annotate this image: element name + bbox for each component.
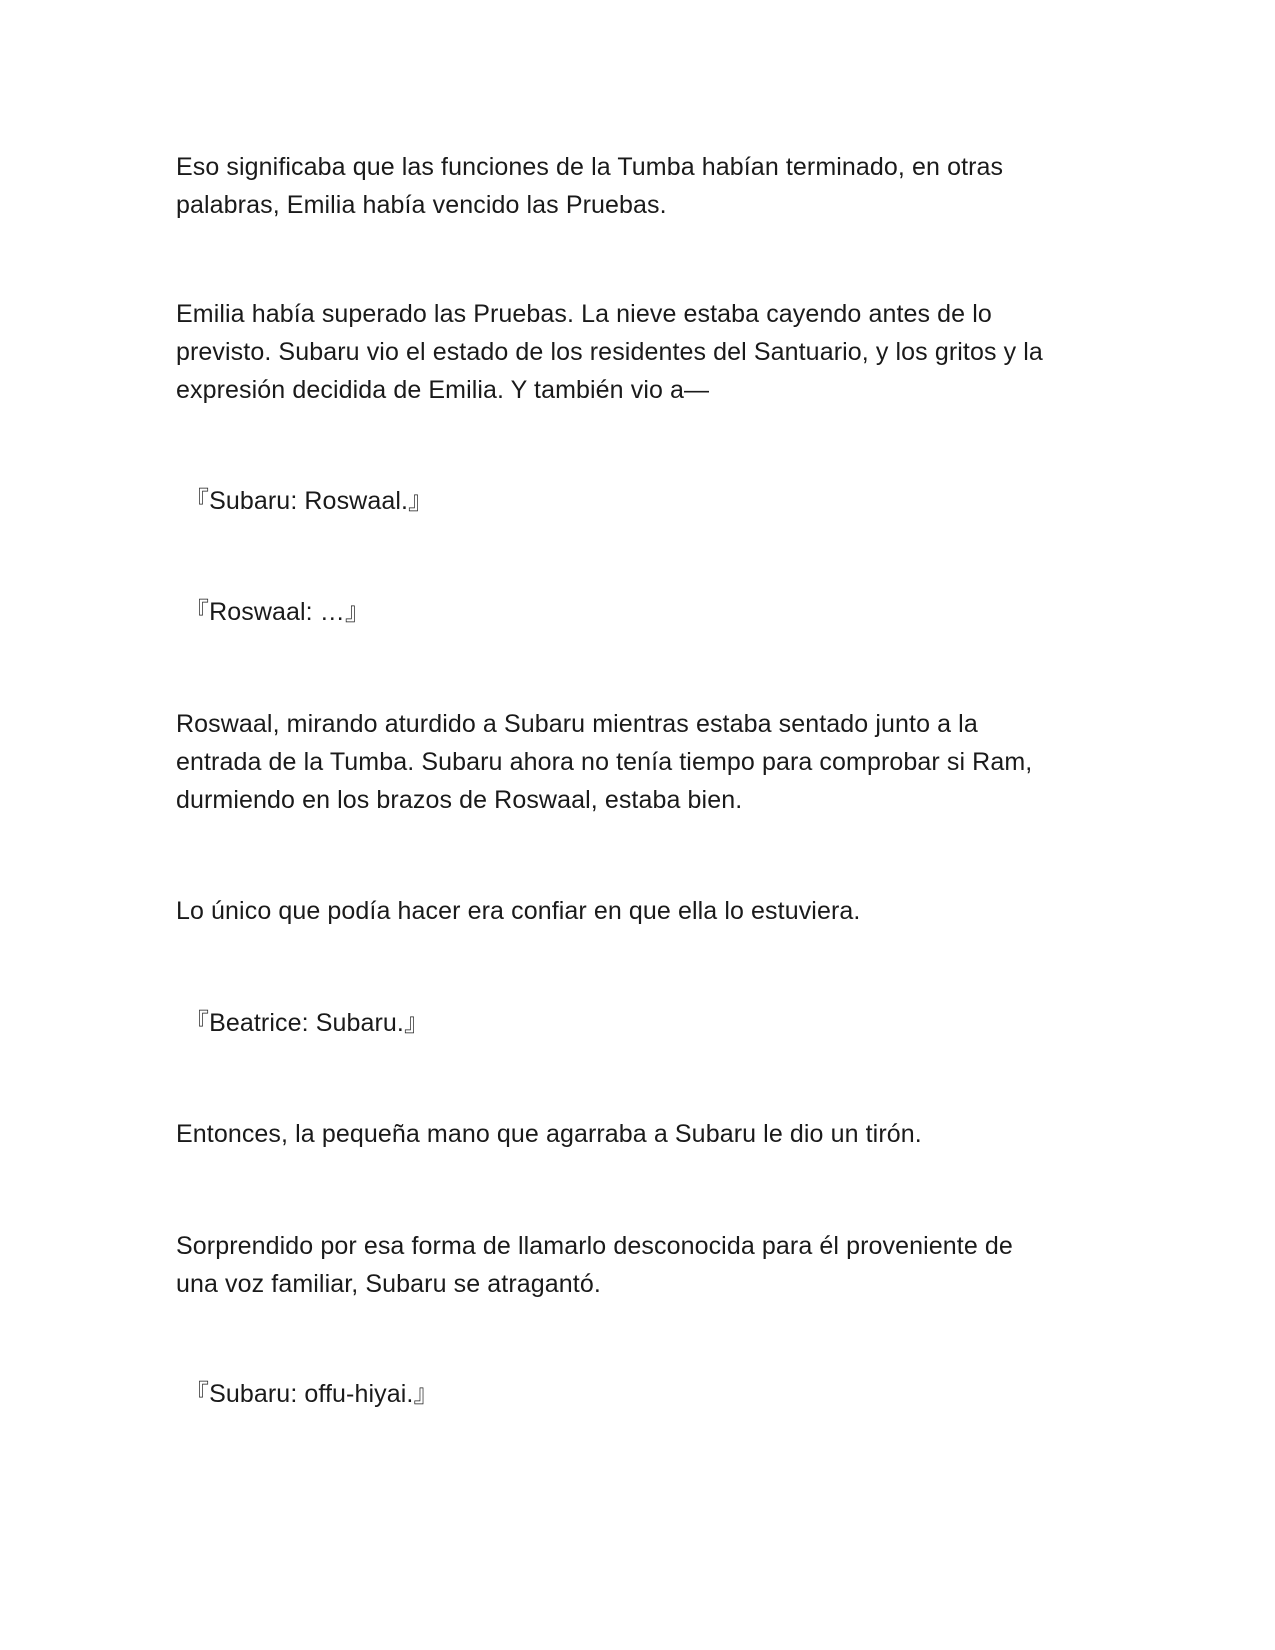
text-line: Eso significaba que las funciones de la Tumba habían terminado, en otras [176, 153, 1004, 181]
narration-paragraph [176, 295, 1096, 409]
narration-paragraph [176, 1115, 1096, 1153]
text-line: Sorprendido por esa forma de llamarlo desconocida para él proveniente de [176, 1232, 1013, 1260]
narration-paragraph [176, 892, 1096, 930]
narration-paragraph [176, 705, 1096, 819]
text-line: previsto. Subaru vio el estado de los residentes del Santuario, y los gritos y la [176, 338, 1043, 366]
text-line: expresión decidida de Emilia. Y también vio a— [176, 376, 710, 404]
text-line: Lo único que podía hacer era confiar en que ella lo estuviera. [176, 897, 861, 925]
narration-paragraph [176, 148, 1096, 224]
text-line: Roswaal, mirando aturdido a Subaru mientras estaba sentado junto a la [176, 710, 978, 738]
text-line: 『Beatrice: Subaru.』 [184, 1009, 430, 1037]
text-line: palabras, Emilia había vencido las Pruebas. [176, 191, 667, 219]
text-line: entrada de la Tumba. Subaru ahora no tenía tiempo para comprobar si Ram, [176, 748, 1033, 776]
dialogue-line [184, 1004, 1104, 1042]
text-line: Emilia había superado las Pruebas. La nieve estaba cayendo antes de lo [176, 300, 992, 328]
dialogue-line [184, 482, 1104, 520]
text-line: una voz familiar, Subaru se atragantó. [176, 1270, 601, 1298]
text-line: Entonces, la pequeña mano que agarraba a Subaru le dio un tirón. [176, 1120, 922, 1148]
text-line: 『Subaru: Roswaal.』 [184, 487, 434, 515]
text-line: 『Roswaal: …』 [184, 598, 370, 626]
dialogue-line [184, 593, 1104, 631]
text-line: 『Subaru: offu-hiyai.』 [184, 1380, 439, 1408]
dialogue-line [184, 1375, 1104, 1413]
narration-paragraph [176, 1227, 1096, 1303]
text-line: durmiendo en los brazos de Roswaal, estaba bien. [176, 786, 743, 814]
